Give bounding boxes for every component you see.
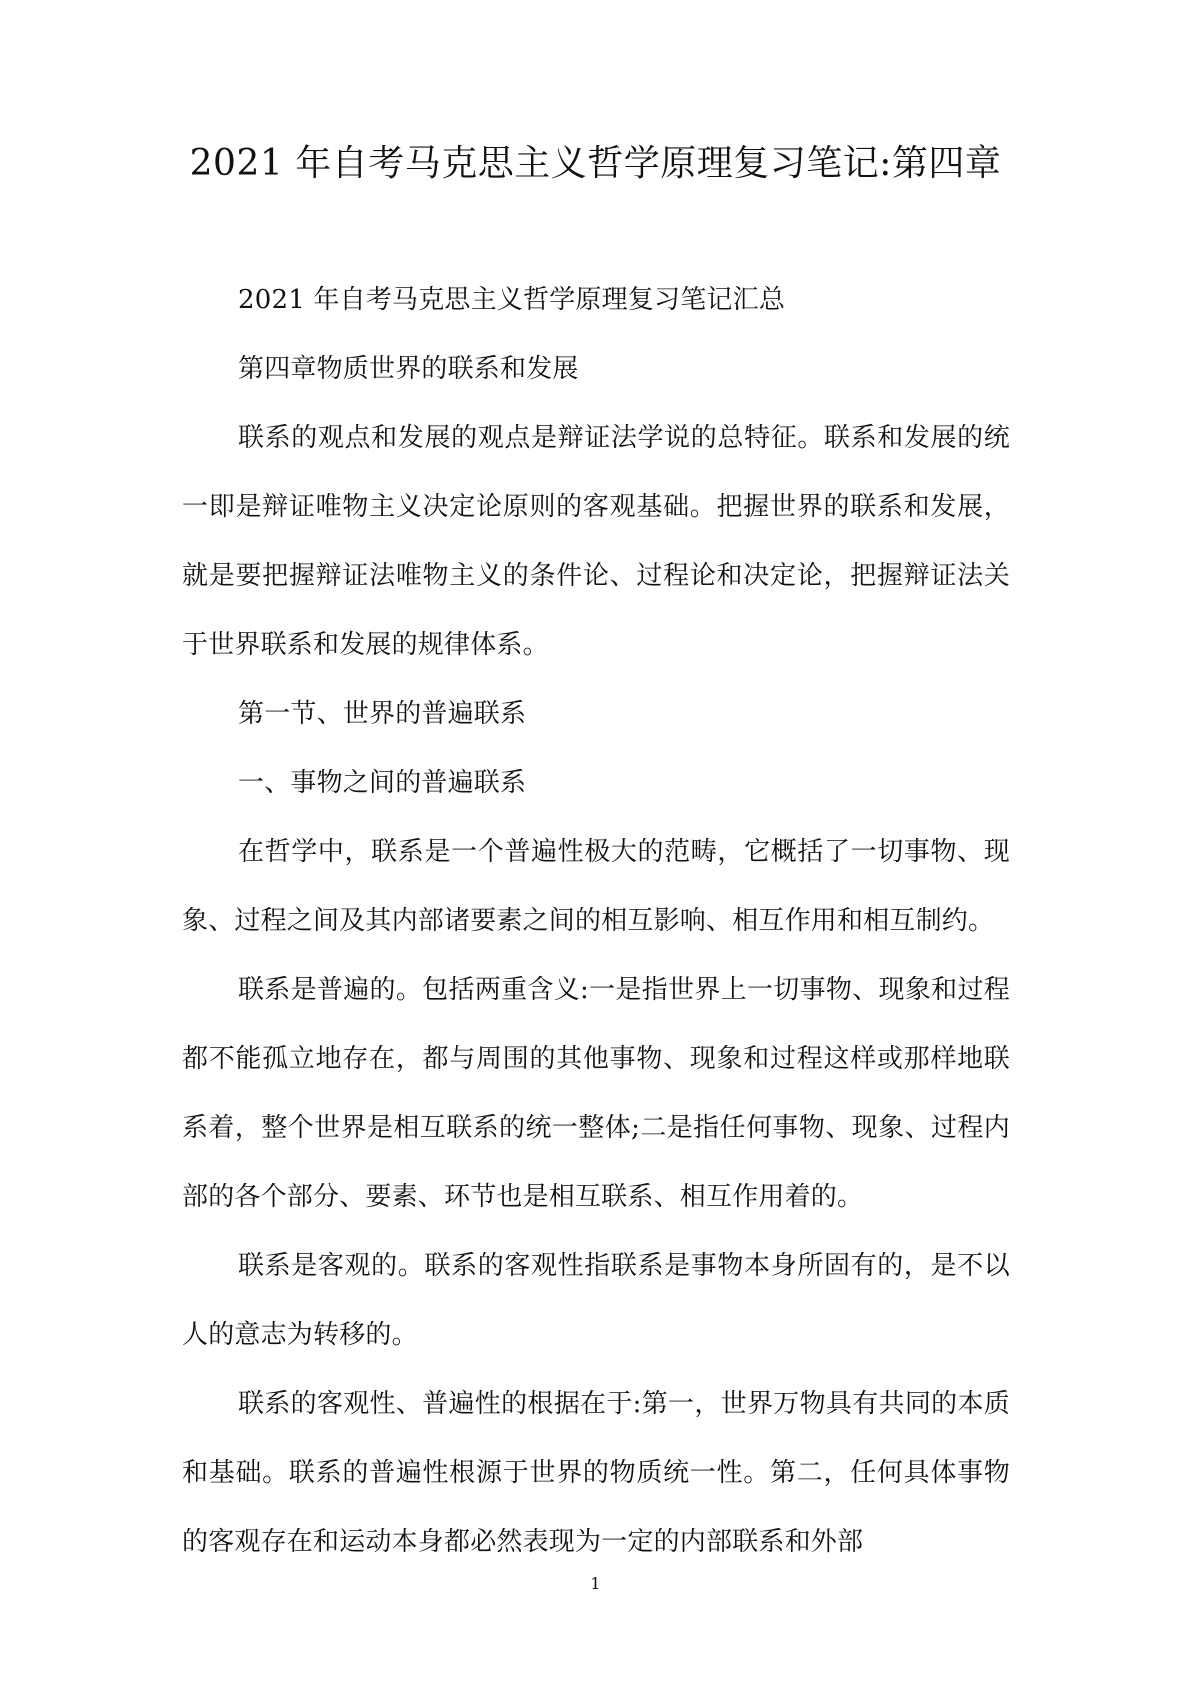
paragraph-section-heading: 第一节、世界的普遍联系	[238, 699, 527, 729]
paragraph-subtitle: 2021 年自考马克思主义哲学原理复习笔记汇总	[238, 285, 786, 315]
paragraph-chapter-heading: 第四章物质世界的联系和发展	[238, 354, 579, 384]
page-number: 1	[590, 1574, 601, 1593]
document-body	[182, 266, 1010, 1577]
document-title: 2021 年自考马克思主义哲学原理复习笔记:第四章	[189, 143, 1002, 184]
paragraph: 联系的客观性、普遍性的根据在于:第一，世界万物具有共同的本质和基础。联系的普遍性根源于世界的物质统一性。第二，任何具体事物的客观存在和运动本身都必然表现为一定的内部联系和外部	[182, 1389, 1010, 1557]
paragraph: 在哲学中，联系是一个普遍性极大的范畴，它概括了一切事物、现象、过程之间及其内部诸要素之间的相互影响、相互作用和相互制约。	[182, 837, 1010, 936]
paragraph: 联系的观点和发展的观点是辩证法学说的总特征。联系和发展的统一即是辩证唯物主义决定论原则的客观基础。把握世界的联系和发展，就是要把握辩证法唯物主义的条件论、过程论和决定论，把握辩证法关于世界联系和发展的规律体系。	[182, 423, 1010, 660]
paragraph: 联系是普遍的。包括两重含义:一是指世界上一切事物、现象和过程都不能孤立地存在，都与周围的其他事物、现象和过程这样或那样地联系着，整个世界是相互联系的统一整体;二是指任何事物、现象、过程内部的各个部分、要素、环节也是相互联系、相互作用着的。	[182, 975, 1010, 1212]
paragraph-subsection-heading: 一、事物之间的普遍联系	[238, 768, 527, 798]
paragraph: 联系是客观的。联系的客观性指联系是事物本身所固有的，是不以人的意志为转移的。	[182, 1251, 1010, 1350]
